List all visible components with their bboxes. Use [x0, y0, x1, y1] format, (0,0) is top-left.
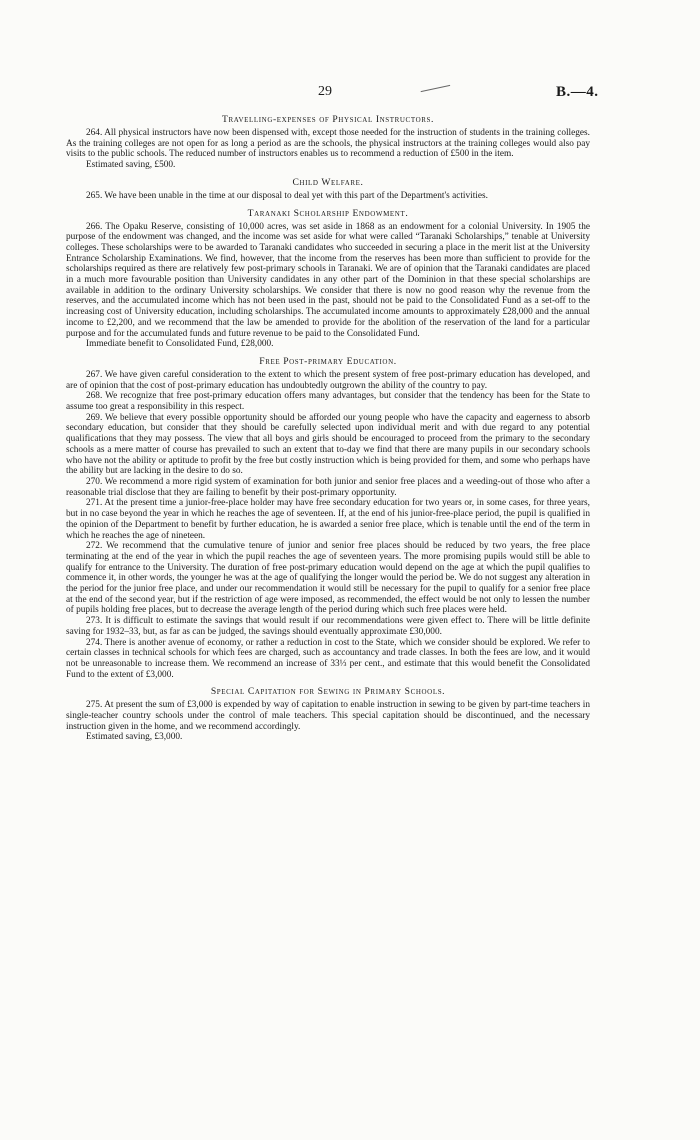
paragraph-264: 264. All physical instructors have now been dispensed with, except those needed for the instruction of students in the training colleges. As the training colleges are not open for as long a period as are the schools, the physical instructors at the training colleges would also pay visits to the public schools. The reduced number of instructors enables us to recommend a reduction of £500 in the item. — [66, 128, 590, 160]
section-heading: Taranaki Scholarship Endowment. — [247, 207, 409, 219]
paragraph-275: 275. At present the sum of £3,000 is expended by way of capitation to enable instruction in sewing to be given by part-time teachers in single-teacher country schools under the control of male teachers. This special capitation should be discontinued, and the necessary instruction given in the home, and we recommend accordingly. — [66, 700, 590, 732]
paragraph-268: 268. We recognize that free post-primary education offers many advantages, but consider that the tendency has been for the State to assume too great a responsibility in this respect. — [66, 391, 590, 413]
paragraph-266: 266. The Opaku Reserve, consisting of 10,000 acres, was set aside in 1868 as an endowment for a colonial University. In 1905 the purpose of the endowment was changed, and the income was set aside for what were called “Taranaki Scholarships,” tenable at University colleges. These scholarships were to be awarded to Taranaki candidates who succeeded in securing a place in the merit list at the University Entrance Scholarship Examinations. We find, however, that the income from the reserves has been more than sufficient to provide for the scholarships required as there are relatively few post-primary schools in Taranaki. We are of opinion that the Taranaki candidates are placed in a much more favourable position than University candidates in any other part of the Dominion in that these special scholarships are available in addition to the ordinary University scholarships. We consider that there is now no good reason why the revenue from the reserves, and the accumulated income which has not been used in the past, should not be paid to the Consolidated Fund as a set-off to the increasing cost of University education, including scholarships. The accumulated income amounts to approximately £28,000 and the annual income to £2,200, and we recommend that the law be amended to provide for the abolition of the reservation of the land for a particular purpose and for the accumulated funds and future revenue to be paid to the Consolidated Fund. — [66, 221, 590, 339]
section-travelling-expenses — [66, 114, 590, 171]
section-special-capitation — [66, 686, 590, 743]
estimated-saving: Estimated saving, £500. — [86, 160, 176, 171]
immediate-benefit: Immediate benefit to Consolidated Fund, £28,000. — [86, 339, 274, 350]
section-heading: Travelling-expenses of Physical Instructors. — [221, 114, 434, 125]
estimated-saving: Estimated saving, £3,000. — [86, 732, 183, 743]
section-heading: Free Post-primary Education. — [259, 355, 397, 367]
document-reference: B.—4. — [556, 84, 599, 100]
paragraph-267: 267. We have given careful consideration to the extent to which the present system of free post-primary education has developed, and are of opinion that the cost of post-primary education has undoubtedly outgrown the ability of the country to pay. — [66, 369, 590, 391]
pen-mark — [420, 81, 450, 92]
section-taranaki-scholarship — [66, 208, 590, 350]
paragraph-272: 272. We recommend that the cumulative tenure of junior and senior free places should be reduced by two years, the free place terminating at the end of the year in which the pupil reaches the age of seventeen years. The more promising pupils would still be able to qualify for entrance to the University. The duration of free post-primary education would depend on the age at which the pupil qualifies to commence it, in other words, the younger he was at the age of qualifying the longer would the period be. We do not suggest any alteration in the period for the junior free place, and under our recommendation it would still be necessary for the pupil to qualify for a senior free place at the end of the second year, but if the restriction of age were imposed, as recommended, the effect would be not only to lessen the number of pupils holding free places, but to decrease the average length of the period during which such free places were held. — [66, 541, 590, 616]
paragraph-270: 270. We recommend a more rigid system of examination for both junior and senior free places and a weeding-out of those who after a reasonable trial disclose that they are failing to benefit by their post-primary opportunity. — [66, 476, 590, 498]
page-number: 29 — [318, 84, 332, 99]
section-child-welfare — [66, 177, 590, 202]
paragraph-271: 271. At the present time a junior-free-place holder may have free secondary education for two years or, in some cases, for three years, but in no case beyond the year in which he reaches the age of seventeen. If, at the end of his junior-free-place period, the pupil is qualified in the opinion of the Department to benefit by further education, he is awarded a senior free place, which is tenable until the end of the term in which he reaches the age of nineteen. — [66, 498, 590, 541]
paragraph-269: 269. We believe that every possible opportunity should be afforded our young people who have the capacity and eagerness to absorb secondary education, but consider that they should be carefully selected upon individual merit and with due regard to any potential qualifications that they may possess. The view that all boys and girls should be encouraged to proceed from the primary to the secondary schools as a mere matter of course has prevailed to such an extent that to-day we find that there are many pupils in our secondary schools who have not the ability or aptitude to profit by the free but costly instruction which is being provided for them, and some who perhaps have the ability but are lacking in the desire to do so. — [66, 412, 590, 477]
section-free-post-primary — [66, 356, 590, 680]
paragraph-274: 274. There is another avenue of economy, or rather a reduction in cost to the State, which we consider should be explored. We refer to certain classes in technical schools for which fees are charged, such as accountancy and trade classes. In both the fees are low, and it would not be unreasonable to increase them. We recommend an increase of 33⅓ per cent., and estimate that this would benefit the Consolidated Fund to the extent of £3,000. — [66, 637, 590, 680]
paragraph-273: 273. It is difficult to estimate the savings that would result if our recommendations were given effect to. There will be little definite saving for 1932–33, but, as far as can be judged, the savings should eventually approximate £30,000. — [66, 616, 590, 637]
document-body — [66, 108, 590, 743]
section-heading: Child Welfare. — [292, 176, 364, 188]
paragraph-265: 265. We have been unable in the time at our disposal to deal yet with this part of the Department's activities. — [86, 190, 488, 201]
page-header — [0, 84, 700, 104]
section-heading: Special Capitation for Sewing in Primary Schools. — [210, 686, 446, 698]
